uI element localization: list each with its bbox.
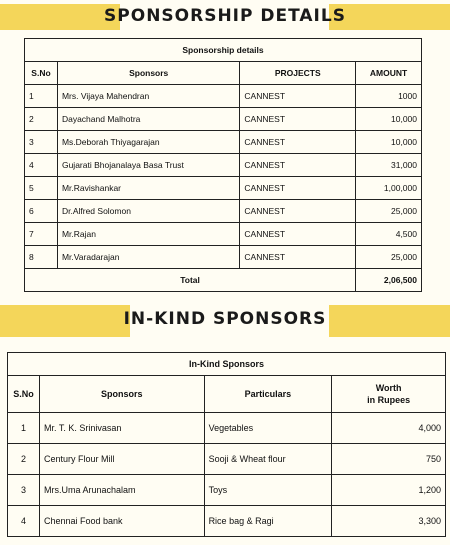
cell-worth: 4,000 bbox=[332, 413, 446, 444]
cell-sno: 3 bbox=[8, 475, 40, 506]
total-row bbox=[25, 269, 422, 292]
cell-worth: 3,300 bbox=[332, 506, 446, 537]
col-sno: S.No bbox=[8, 376, 40, 413]
cell-sno: 3 bbox=[25, 131, 58, 154]
cell-sponsor: Mr.Varadarajan bbox=[57, 246, 239, 269]
cell-sponsor: Century Flour Mill bbox=[39, 444, 204, 475]
cell-amount: 4,500 bbox=[356, 223, 422, 246]
sponsorship-heading: SPONSORSHIP DETAILS bbox=[104, 6, 346, 26]
cell-sno: 8 bbox=[25, 246, 58, 269]
cell-particular: Toys bbox=[204, 475, 332, 506]
table-row bbox=[25, 246, 422, 269]
table-row bbox=[25, 200, 422, 223]
col-worth bbox=[332, 376, 446, 413]
cell-sponsor: Mr.Rajan bbox=[57, 223, 239, 246]
total-value: 2,06,500 bbox=[356, 269, 422, 292]
cell-amount: 25,000 bbox=[356, 200, 422, 223]
cell-project: CANNEST bbox=[240, 200, 356, 223]
cell-worth: 1,200 bbox=[332, 475, 446, 506]
cell-sno: 4 bbox=[25, 154, 58, 177]
cell-sponsor: Dr.Alfred Solomon bbox=[57, 200, 239, 223]
cell-particular: Vegetables bbox=[204, 413, 332, 444]
table-header bbox=[25, 62, 422, 85]
cell-project: CANNEST bbox=[240, 108, 356, 131]
table-row bbox=[8, 413, 446, 444]
cell-project: CANNEST bbox=[240, 154, 356, 177]
cell-sno: 1 bbox=[8, 413, 40, 444]
table-row bbox=[8, 506, 446, 537]
cell-sno: 4 bbox=[8, 506, 40, 537]
table-row bbox=[25, 223, 422, 246]
cell-sponsor: Gujarati Bhojanalaya Basa Trust bbox=[57, 154, 239, 177]
cell-project: CANNEST bbox=[240, 177, 356, 200]
table-row bbox=[8, 444, 446, 475]
col-sponsors: Sponsors bbox=[57, 62, 239, 85]
inkind-heading: IN-KIND SPONSORS bbox=[123, 309, 327, 329]
col-sponsors: Sponsors bbox=[39, 376, 204, 413]
cell-amount: 10,000 bbox=[356, 108, 422, 131]
col-amount: AMOUNT bbox=[356, 62, 422, 85]
total-label: Total bbox=[25, 269, 356, 292]
cell-worth: 750 bbox=[332, 444, 446, 475]
table-row bbox=[25, 154, 422, 177]
table-row bbox=[25, 108, 422, 131]
cell-amount: 1000 bbox=[356, 85, 422, 108]
cell-sno: 2 bbox=[8, 444, 40, 475]
cell-sponsor: Mr.Ravishankar bbox=[57, 177, 239, 200]
table-row bbox=[25, 131, 422, 154]
cell-amount: 25,000 bbox=[356, 246, 422, 269]
cell-particular: Sooji & Wheat flour bbox=[204, 444, 332, 475]
sponsorship-table bbox=[24, 38, 422, 292]
cell-project: CANNEST bbox=[240, 131, 356, 154]
cell-sponsor: Dayachand Malhotra bbox=[57, 108, 239, 131]
col-worth-line2: in Rupees bbox=[367, 395, 411, 405]
cell-sponsor: Mrs. Vijaya Mahendran bbox=[57, 85, 239, 108]
cell-sponsor: Mrs.Uma Arunachalam bbox=[39, 475, 204, 506]
cell-sno: 2 bbox=[25, 108, 58, 131]
cell-project: CANNEST bbox=[240, 246, 356, 269]
col-particulars: Particulars bbox=[204, 376, 332, 413]
table-header bbox=[8, 376, 446, 413]
cell-amount: 31,000 bbox=[356, 154, 422, 177]
col-projects: PROJECTS bbox=[240, 62, 356, 85]
cell-sponsor: Ms.Deborah Thiyagarajan bbox=[57, 131, 239, 154]
col-sno: S.No bbox=[25, 62, 58, 85]
cell-particular: Rice bag & Ragi bbox=[204, 506, 332, 537]
cell-amount: 10,000 bbox=[356, 131, 422, 154]
cell-sno: 7 bbox=[25, 223, 58, 246]
col-worth-line1: Worth bbox=[375, 383, 402, 393]
table-row bbox=[25, 177, 422, 200]
cell-sponsor: Chennai Food bank bbox=[39, 506, 204, 537]
table-row bbox=[25, 85, 422, 108]
sponsorship-caption: Sponsorship details bbox=[25, 39, 422, 62]
cell-sno: 1 bbox=[25, 85, 58, 108]
cell-sno: 6 bbox=[25, 200, 58, 223]
cell-sno: 5 bbox=[25, 177, 58, 200]
cell-sponsor: Mr. T. K. Srinivasan bbox=[39, 413, 204, 444]
cell-amount: 1,00,000 bbox=[356, 177, 422, 200]
table-row bbox=[8, 475, 446, 506]
inkind-caption: In-Kind Sponsors bbox=[8, 353, 446, 376]
cell-project: CANNEST bbox=[240, 223, 356, 246]
inkind-table bbox=[7, 352, 446, 537]
cell-project: CANNEST bbox=[240, 85, 356, 108]
